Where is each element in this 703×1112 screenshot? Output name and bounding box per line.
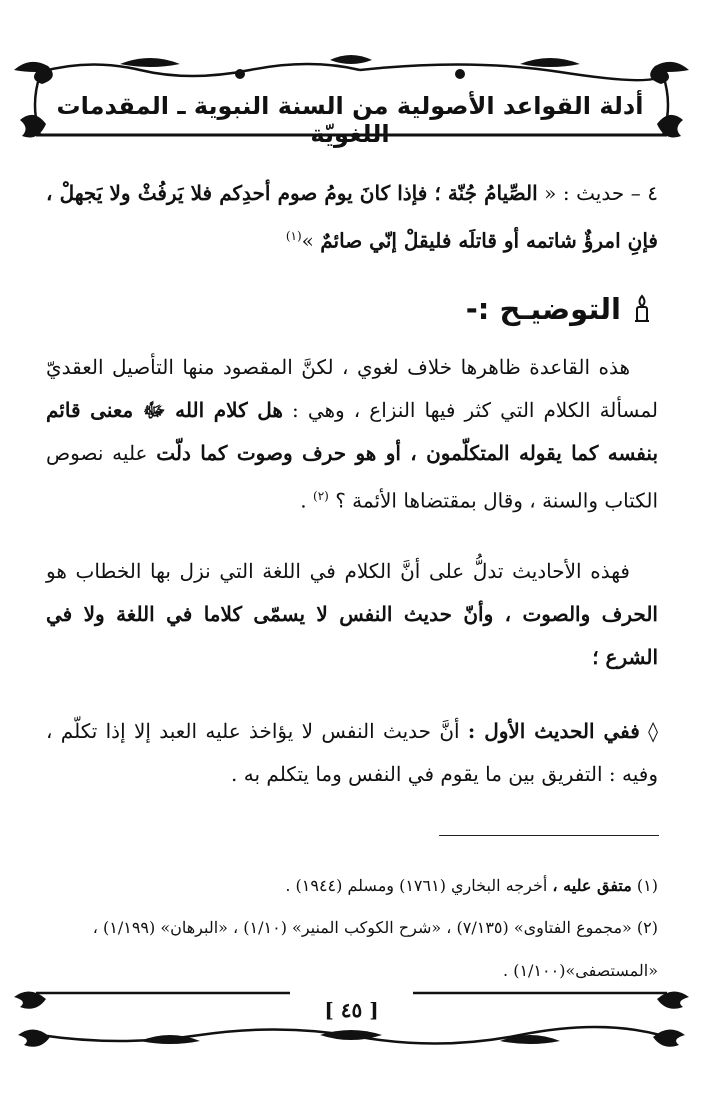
section-heading	[466, 292, 653, 326]
hadith-suffix: »	[301, 228, 321, 253]
candle-icon	[631, 294, 653, 324]
para3-text: أنَّ حديث النفس لا يؤاخذ عليه العبد إلا إذا تكلّم ، وفيه : التفريق بين ما يقوم في النفس وما يتكلم به .	[46, 719, 658, 786]
explanation-paragraph-1	[46, 346, 658, 523]
explanation-paragraph-2	[46, 550, 658, 679]
para1-text-2: عليه نصوص الكتاب والسنة ، وقال بمقتضاها الأئمة ؟	[46, 441, 658, 513]
footnote-1-marker: (١)	[636, 876, 658, 895]
footnote-ref-1: (١)	[285, 229, 302, 243]
hadith-prefix: ٤ – حديث : «	[537, 181, 659, 205]
footnote-1	[46, 864, 658, 907]
para1-end: .	[300, 488, 314, 513]
para2-bold: الحرف والصوت ، وأنّ حديث النفس لا يسمّى كلاما في اللغة ولا في الشرع ؛	[46, 602, 658, 669]
footnote-2-marker: (٢)	[636, 918, 658, 937]
footnote-2	[46, 906, 658, 992]
para3-bold: ففي الحديث الأول :	[467, 719, 640, 743]
section-heading-text: التوضيـح :-	[465, 292, 621, 326]
footnote-separator	[439, 835, 659, 836]
footnote-2-text: «مجموع الفتاوى» (٧/١٣٥) ، «شرح الكوكب المنير» (١/١٠) ، «البرهان» (١/١٩٩) ، «المستصفى»(١/١٠٠) .	[92, 918, 658, 980]
para1-text-1: هذه القاعدة ظاهرها خلاف لغوي ، لكنَّ المقصود منها التأصيل العقديّ لمسألة الكلام التي كثر فيها النزاع ، وهي :	[46, 355, 658, 422]
para1-bold: هل كلام الله ﷻ معنى قائم بنفسه كما يقوله المتكلّمون ، أو هو حرف وصوت كما دلّت	[46, 398, 659, 465]
footnote-1-text: أخرجه البخاري (١٧٦١) ومسلم (١٩٤٤) .	[285, 876, 553, 895]
running-header-title: أدلة القواعد الأصولية من السنة النبوية ـ المقدمات اللغويّة	[56, 92, 644, 148]
hadith-text: الصِّيامُ جُنّة ؛ فإذا كانَ يومُ صوم أحدِكم فلا يَرفُثْ ولا يَجهلْ ، فإنِ امرؤٌ شاتمه أو قاتلَه فليقلْ إنّي صائمٌ	[46, 181, 658, 253]
page-number: [ ٤٥ ]	[324, 998, 379, 1022]
hadith-paragraph	[46, 172, 658, 263]
footnote-ref-2: (٢)	[313, 489, 329, 503]
para2-text: فهذه الأحاديث تدلُّ على أنَّ الكلام في اللغة التي نزل بها الخطاب هو	[46, 559, 630, 583]
bullet-diamond: ◊	[639, 719, 658, 743]
footnote-1-bold: متفق عليه ،	[552, 876, 632, 895]
explanation-paragraph-3	[46, 710, 658, 796]
